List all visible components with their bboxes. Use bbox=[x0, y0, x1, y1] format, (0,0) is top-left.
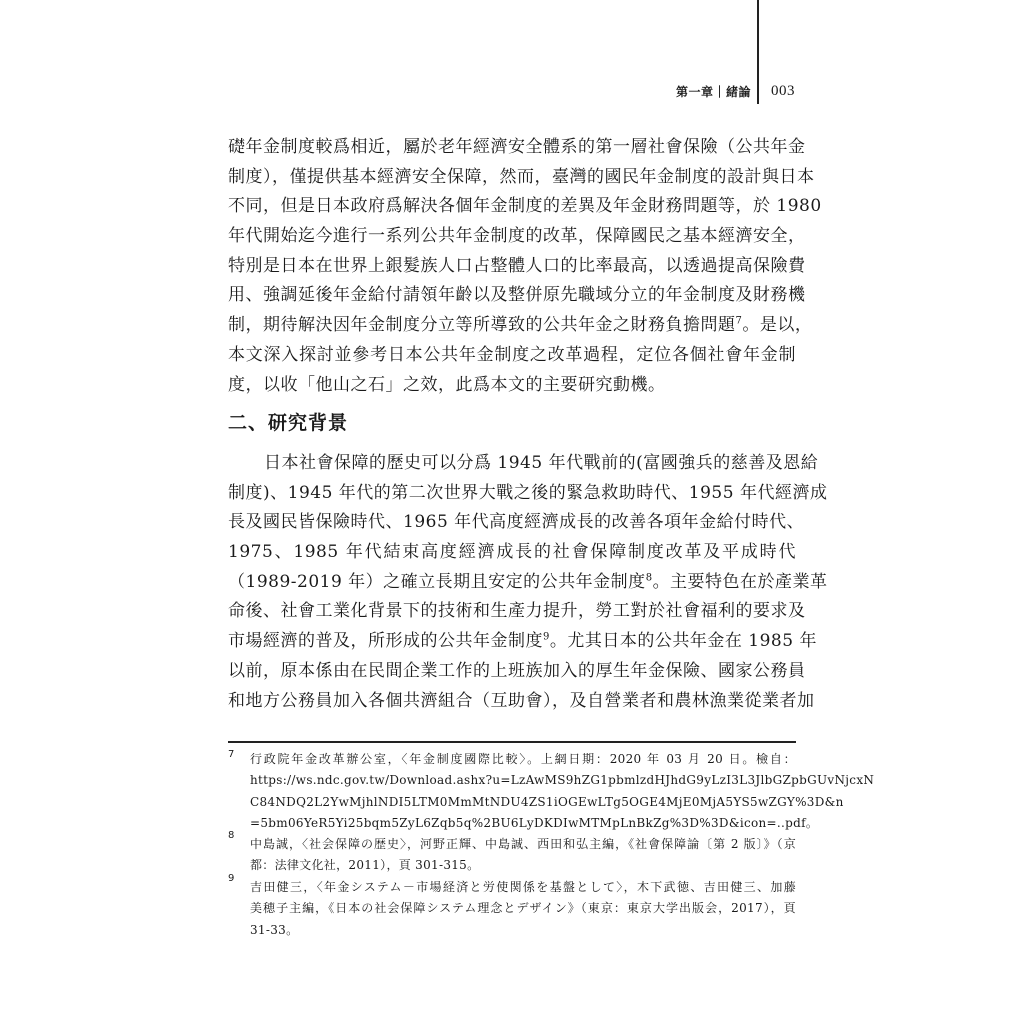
footnote-line: 美穂子主編，《日本の社会保障システム理念とデザイン》（東京：東京大学出版会，2017），頁 bbox=[250, 901, 796, 916]
text-line bbox=[228, 627, 817, 657]
text-line: 本文深入探討並參考日本公共年金制度之改革過程，定位各個社會年金制 bbox=[228, 344, 796, 365]
text-segment: 制，期待解決因年金制度分立等所導致的公共年金之財務負擔問題 bbox=[228, 315, 736, 336]
text-segment: 。主要特色在於產業革 bbox=[652, 571, 828, 592]
text-line: 用、強調延後年金給付請領年齡以及整併原先職域分立的年金制度及財務機 bbox=[228, 285, 806, 306]
running-header bbox=[600, 80, 795, 102]
text-segment: 市場經濟的普及，所形成的公共年金制度 bbox=[228, 631, 543, 652]
text-segment: 。尤其日本的公共年金在 1985 年 bbox=[549, 631, 817, 652]
footnote-url-line[interactable]: =5bm06YeR5Yi25bqm5ZyL6Zqb5q%2BU6LyDKDIwMTMpLnBkZg%3D%3D&icon=..pdf。 bbox=[250, 815, 819, 830]
text-line bbox=[228, 568, 828, 598]
footnote-line: 行政院年金改革辦公室，〈年金制度國際比較〉。上網日期：2020 年 03 月 20 日。檢自： bbox=[250, 752, 796, 766]
text-line: 不同，但是日本政府爲解決各個年金制度的差異及年金財務問題等，於 1980 bbox=[228, 196, 822, 217]
footnote-7 bbox=[228, 749, 875, 834]
text-line: 度，以收「他山之石」之效，此爲本文的主要研究動機。 bbox=[228, 374, 666, 395]
text-line: 以前，原本係由在民間企業工作的上班族加入的厚生年金保險、國家公務員 bbox=[228, 660, 806, 681]
footnote-line: 中島誠，〈社会保障の歴史〉，河野正輝、中島誠、西田和弘主編，《社會保障論〔第 2 版〕》（京 bbox=[250, 837, 796, 851]
footnote-line: 吉田健三，〈年金システム－市場経済と労使関係を基盤として〉，木下武徳、吉田健三、加藤 bbox=[250, 880, 796, 894]
chapter-title: 第一章｜緒論 bbox=[675, 84, 751, 99]
text-line: 1975、1985 年代結束高度經濟成長的社會保障制度改革及平成時代 bbox=[228, 542, 796, 563]
footnote-url-line[interactable]: C84NDQ2L2YwMjhlNDI5LTM0MmMtNDU4ZS1iOGEwLTg5OGE4MjE0MjA5YS5wZGY%3D&n bbox=[250, 794, 844, 809]
text-line: 制度），僅提供基本經濟安全保障，然而，臺灣的國民年金制度的設計與日本 bbox=[228, 166, 815, 187]
text-line: 制度)、1945 年代的第二次世界大戰之後的緊急救助時代、1955 年代經濟成 bbox=[228, 482, 828, 503]
text-line: 特別是日本在世界上銀髮族人口占整體人口的比率最高，以透過提高保險費 bbox=[228, 255, 806, 276]
text-line: 和地方公務員加入各個共濟組合（互助會），及自營業者和農林漁業從業者加 bbox=[228, 690, 815, 711]
footnote-ref-8[interactable]: 8 bbox=[645, 572, 653, 584]
footnote-line: 都：法律文化社，2011），頁 301-315。 bbox=[250, 858, 480, 873]
footnote-url-line[interactable]: https://ws.ndc.gov.tw/Download.ashx?u=LzAwMS9hZG1pbmlzdHJhdG9yLzI3L3JlbGZpbGUvNjcxN bbox=[250, 773, 875, 788]
footnote-ref-9[interactable]: 9 bbox=[543, 631, 550, 643]
footnote-ref-7[interactable]: 7 bbox=[735, 315, 743, 327]
footnote-9 bbox=[228, 873, 796, 941]
text-line: 長及國民皆保險時代、1965 年代高度經濟成長的改善各項年金給付時代、 bbox=[228, 512, 805, 533]
section-heading: 二、研究背景 bbox=[228, 412, 349, 434]
footnote-8 bbox=[228, 830, 796, 877]
footnote-number: 9 bbox=[228, 873, 235, 884]
footnote-separator bbox=[228, 741, 796, 743]
footnote-number: 7 bbox=[228, 749, 235, 760]
page-number: 003 bbox=[771, 82, 795, 99]
footnote-number: 8 bbox=[228, 830, 235, 841]
paragraph-motivation bbox=[228, 133, 822, 400]
text-line: 年代開始迄今進行一系列公共年金制度的改革，保障國民之基本經濟安全， bbox=[228, 226, 806, 247]
text-segment: 。是以， bbox=[742, 315, 813, 336]
text-line: 礎年金制度較爲相近，屬於老年經濟安全體系的第一層社會保險（公共年金 bbox=[228, 137, 806, 157]
paragraph-background bbox=[228, 449, 828, 716]
footnote-line: 31-33。 bbox=[250, 922, 299, 937]
text-line: 命後、社會工業化背景下的技術和生產力提升，勞工對於社會福利的要求及 bbox=[228, 601, 806, 622]
text-line: 日本社會保障的歷史可以分爲 1945 年代戰前的(富國強兵的慈善及恩給 bbox=[264, 453, 819, 473]
text-line bbox=[228, 311, 813, 341]
text-segment: （1989-2019 年）之確立長期且安定的公共年金制度 bbox=[228, 571, 646, 592]
